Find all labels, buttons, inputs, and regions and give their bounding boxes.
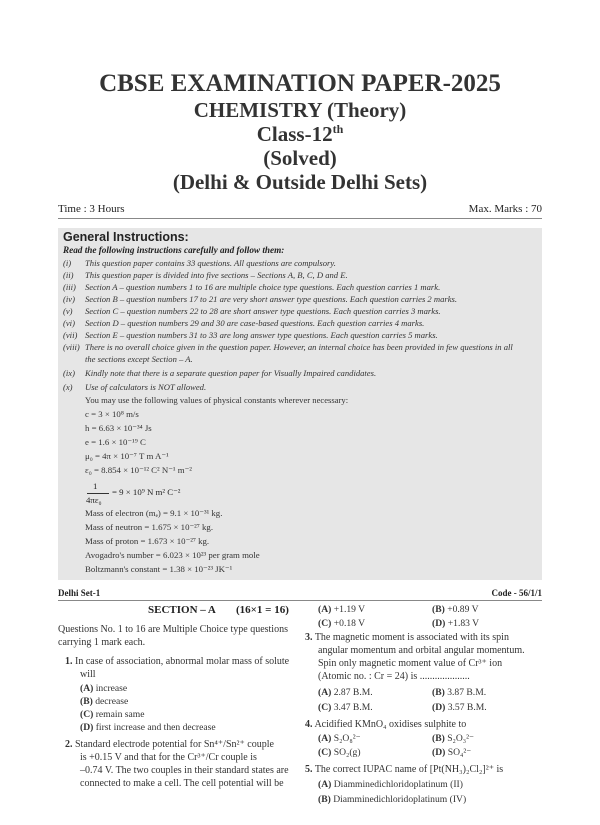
divider [58, 218, 542, 219]
instruction-item: (x) Use of calculators is NOT allowed. [63, 382, 207, 392]
q3-option-c: (C) 3.47 B.M. [318, 702, 373, 713]
instruction-item: (i) This question paper contains 33 questions. All questions are compulsory. [63, 258, 336, 268]
constant: c = 3 × 10⁸ m/s [85, 409, 139, 419]
q4-option-c: (C) SO₂(g) [318, 747, 361, 758]
constant: Mass of neutron = 1.675 × 10⁻²⁷ kg. [85, 522, 214, 532]
section-title: SECTION – A [148, 604, 216, 616]
section-intro: carrying 1 mark each. [58, 637, 146, 648]
question-3-cont: (Atomic no. : Cr = 24) is .................... [318, 671, 470, 682]
q1-option-d: (D) first increase and then decrease [80, 722, 216, 733]
q1-option-b: (B) decrease [80, 696, 129, 707]
q3-option-b: (B) 3.87 B.M. [432, 687, 487, 698]
question-2-cont: is +0.15 V and that for the Cr³⁺/Cr couple is [80, 752, 257, 763]
constant: Avogadro's number = 6.023 × 10²³ per gram mole [85, 550, 260, 560]
constant: Mass of proton = 1.673 × 10⁻²⁷ kg. [85, 536, 210, 546]
constant: h = 6.63 × 10⁻³⁴ Js [85, 423, 152, 433]
q5-option-b: (B) Diamminedichloridoplatinum (IV) [318, 794, 467, 805]
paper-title: CBSE EXAMINATION PAPER-2025 [99, 70, 501, 97]
constant: μ₀ = 4π × 10⁻⁷ T m A⁻¹ [85, 451, 169, 461]
instruction-item: (vi) Section D – question numbers 29 and 30 are case-based questions. Each question carries 4 marks. [63, 318, 425, 328]
q3-option-a: (A) 2.87 B.M. [318, 687, 373, 698]
class-title: Class-12th [256, 122, 344, 146]
subject-title: CHEMISTRY (Theory) [193, 98, 407, 122]
time-label: Time : 3 Hours [58, 203, 125, 215]
q3-option-d: (D) 3.57 B.M. [432, 702, 487, 713]
question-2-cont: –0.74 V. The two couples in their standard states are [80, 765, 289, 776]
question-3-cont: Spin only magnetic moment value of Cr³⁺ ion [318, 658, 503, 669]
constant: Boltzmann's constant = 1.38 × 10⁻²³ JK⁻¹ [85, 564, 233, 574]
instruction-item: (vii) Section E – question numbers 31 to 33 are long answer type questions. Each question carries 5 marks. [63, 330, 438, 340]
q2-option-a: (A) +1.19 V [318, 604, 366, 615]
instructions-subtitle: Read the following instructions carefully and follow them: [63, 245, 285, 255]
q2-option-c: (C) +0.18 V [318, 618, 366, 629]
instruction-item: (iv) Section B – question numbers 17 to 21 are very short answer type questions. Each question carries 2 marks. [63, 294, 458, 304]
section-marks: (16×1 = 16) [236, 604, 289, 616]
q2-option-d: (D) +1.83 V [432, 618, 480, 629]
question-4: 4. Acidified KMnO₄ oxidises sulphite to [305, 719, 467, 730]
question-2-cont: connected to make a cell. The cell potential will be [80, 778, 284, 789]
question-1-cont: will [80, 669, 96, 680]
constant: ε₀ = 8.854 × 10⁻¹² C² N⁻¹ m⁻² [85, 465, 192, 475]
divider [58, 600, 542, 601]
instructions-title: General Instructions: [63, 230, 189, 244]
section-intro: Questions No. 1 to 16 are Multiple Choice type questions [58, 624, 288, 635]
instruction-item: (v) Section C – question numbers 22 to 28 are short answer type questions. Each question carries 3 marks. [63, 306, 441, 316]
instruction-item: (iii) Section A – question numbers 1 to 16 are multiple choice type questions. Each question carries 1 mark. [63, 282, 441, 292]
constant: Mass of electron (mₑ) = 9.1 × 10⁻³¹ kg. [85, 508, 223, 518]
q5-option-a: (A) Diamminedichloridoplatinum (II) [318, 779, 463, 790]
instruction-item: You may use the following values of physical constants wherever necessary: [85, 395, 349, 405]
question-2: 2. Standard electrode potential for Sn⁴⁺/Sn²⁺ couple [65, 739, 274, 750]
coulomb-constant: 1 4πε₀ = 9 × 10⁹ N m² C⁻² [86, 481, 181, 505]
q4-option-d: (D) SO₄²⁻ [432, 747, 472, 758]
instruction-item: the sections except Section – A. [85, 354, 193, 364]
instruction-item: (ix) Kindly note that there is a separate question paper for Visually Impaired candidates. [63, 368, 377, 378]
sets-label: (Delhi & Outside Delhi Sets) [172, 170, 428, 194]
q1-option-c: (C) remain same [80, 709, 145, 720]
question-3: 3. The magnetic moment is associated with its spin [305, 632, 509, 643]
q4-option-a: (A) S₂O₈²⁻ [318, 733, 361, 744]
constant: e = 1.6 × 10⁻¹⁹ C [85, 437, 146, 447]
solved-label: (Solved) [263, 146, 337, 170]
question-5: 5. The correct IUPAC name of [Pt(NH₃)₂Cl₂]²⁺ is [305, 764, 504, 775]
q4-option-b: (B) S₂O₃²⁻ [432, 733, 475, 744]
set-label: Delhi Set-1 [58, 588, 101, 598]
q1-option-a: (A) increase [80, 683, 128, 694]
max-marks-label: Max. Marks : 70 [468, 203, 542, 215]
instruction-item: (viii) There is no overall choice given in the question paper. However, an internal choice has been provided in few questions in all [63, 342, 513, 352]
question-3-cont: angular momentum and orbital angular momentum. [318, 645, 525, 656]
code-label: Code - 56/1/1 [491, 588, 542, 598]
q2-option-b: (B) +0.89 V [432, 604, 479, 615]
instruction-item: (ii) This question paper is divided into five sections – Sections A, B, C, D and E. [63, 270, 348, 280]
question-1: 1. In case of association, abnormal molar mass of solute [65, 656, 290, 667]
